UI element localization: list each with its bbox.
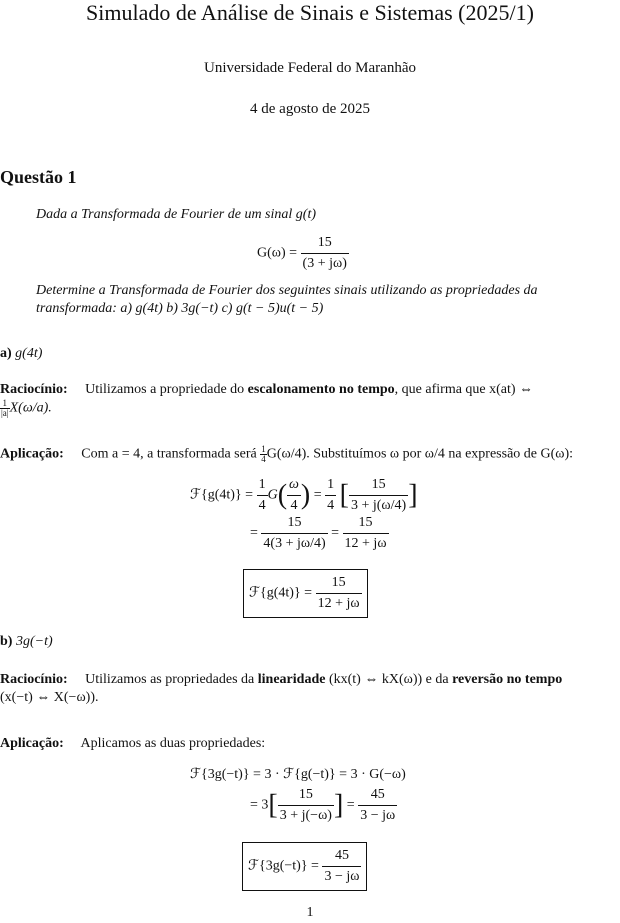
given-equation (257, 234, 349, 273)
given-lhs: G(ω) = (257, 245, 298, 261)
part-a-reasoning-line2-text: X(ω/a). (9, 400, 52, 416)
part-b-result-fraction (322, 847, 361, 886)
institution: Universidade Federal do Maranhão (203, 60, 416, 76)
part-a-expression: g(4t) (15, 346, 43, 361)
part-b-label: b) (0, 634, 13, 649)
part-a-result-numerator: 15 (331, 575, 346, 590)
part-b-reasoning-mid: (kx(t) ⇔ kX(ω)) e da (325, 672, 453, 687)
part-b-reasoning-bold-2: reversão no tempo (452, 672, 563, 687)
part-b-reasoning (0, 671, 620, 689)
part-b-application-text: Aplicamos as duas propriedades: (80, 736, 266, 751)
part-a-reasoning-line2 (0, 399, 52, 418)
part-a-application-pre: Com a = 4, a transformada será (81, 446, 257, 462)
question-intro: Dada a Transformada de Fourier de um sinal g(t) (36, 207, 316, 222)
part-a-reasoning-post: , que afirma que x(at) ⇔ (394, 382, 534, 397)
eq-a2-numerator-1: 15 (287, 515, 302, 530)
given-denominator: (3 + jω) (301, 253, 349, 273)
scale-factor-fraction: $\frac{1}{|a|}$ (1, 398, 9, 418)
eq-a1-omega-fraction: $\frac{\omega}{4}$ (289, 477, 299, 513)
part-a-application-post: G(ω/4). Substituímos ω por ω/4 na expressão de G(ω): (266, 446, 574, 462)
part-a-equation-2: = $\frac{15}{4(3 + j\omega/4)}$ = $\frac{15}{12 + j\omega}$ (250, 515, 387, 551)
eq-a1-mid: G (267, 487, 278, 503)
document-title: Simulado de Análise de Sinais e Sistemas (2025/1) (86, 0, 534, 25)
eq-a1-quarter: $\frac{1}{4}$ (258, 477, 266, 513)
question-heading: Questão 1 (0, 167, 77, 187)
document-date: 4 de agosto de 2025 (250, 101, 370, 117)
part-b-reasoning-line2: (x(−t) ⇔ X(−ω)). (0, 690, 99, 705)
part-b-equation-2: = 3[ $\frac{15}{3 + j(-\omega)}$ ] = $\frac{45}{3 - j\omega}$ (250, 787, 396, 823)
given-fraction (301, 234, 349, 273)
eq-a1-numerator: 15 (371, 477, 386, 492)
part-a-application-label: Aplicação: (0, 446, 64, 462)
eq-a2-fraction-2 (343, 514, 389, 553)
part-b-application-label: Aplicação: (0, 736, 64, 751)
eq-b2-numerator: 15 (298, 787, 313, 802)
part-a-label: a) (0, 346, 12, 361)
part-b-result-lhs: ℱ{3g(−t)} = (248, 858, 319, 874)
eq-b2-result-numerator: 45 (370, 787, 385, 802)
part-a-result-lhs: ℱ{g(4t)} = (249, 585, 313, 601)
part-a-result-fraction (316, 574, 362, 613)
part-b-result-denominator: 3 − jω (322, 866, 361, 886)
eq-a1-denominator: 3 + j(ω/4) (349, 495, 408, 515)
part-b-heading (0, 633, 53, 651)
eq-b2-denominator: 3 + j(−ω) (278, 805, 334, 825)
part-a-reasoning-label: Raciocínio: (0, 382, 68, 397)
eq-a2-denominator-1: 4(3 + jω/4) (261, 533, 327, 553)
given-numerator: 15 (317, 235, 332, 250)
eq-a1-lhs: ℱ{g(4t)} = (190, 487, 254, 503)
part-b-result-numerator: 45 (334, 848, 349, 863)
part-a-reasoning-bold: escalonamento no tempo (247, 382, 395, 397)
eq-b2-fraction (278, 786, 334, 825)
eq-a1-quarter-2: $\frac{1}{4}$ (327, 477, 335, 513)
eq-a2-numerator-2: 15 (358, 515, 373, 530)
part-b-reasoning-pre: Utilizamos as propriedades da (85, 672, 258, 687)
part-a-equation-1: ℱ{g(4t)} = $\frac{1}{4}$ G( $\frac{\omega}{4}$ ) = $\frac{1}{4}$ [ $\frac{15}{3 + j(\omega/4)}$ ] (190, 477, 418, 513)
part-a-application (0, 445, 573, 464)
part-b-equation-1: ℱ{3g(−t)} = 3 · ℱ{g(−t)} = 3 · G(−ω) (190, 767, 406, 782)
part-b-reasoning-label: Raciocínio: (0, 672, 68, 687)
part-a-result-box (243, 569, 368, 618)
eq-a1-fraction (349, 476, 408, 515)
page-number: 1 (306, 905, 314, 920)
part-b-reasoning-bold-1: linearidade (257, 672, 326, 687)
part-a-heading (0, 345, 42, 363)
part-a-result-denominator: 12 + jω (316, 593, 362, 613)
question-task: Determine a Transformada de Fourier dos seguintes sinais utilizando as propriedades da transformada: a) g(4t) b) 3g(−t) c) g(t − 5)u(t − 5) (36, 283, 538, 316)
eq-a2-fraction-1 (261, 514, 327, 553)
part-b-application (0, 735, 265, 753)
part-a-reasoning (0, 381, 610, 399)
eq-a2-denominator-2: 12 + jω (343, 533, 389, 553)
part-a-reasoning-pre: Utilizamos a propriedade do (85, 382, 248, 397)
part-b-result-box (242, 842, 367, 891)
quarter-fraction: $\frac{1}{4}$ (261, 444, 266, 464)
eq-b2-result-denominator: 3 − jω (358, 805, 397, 825)
eq-b2-result-fraction (358, 786, 397, 825)
part-b-expression: 3g(−t) (15, 634, 53, 649)
